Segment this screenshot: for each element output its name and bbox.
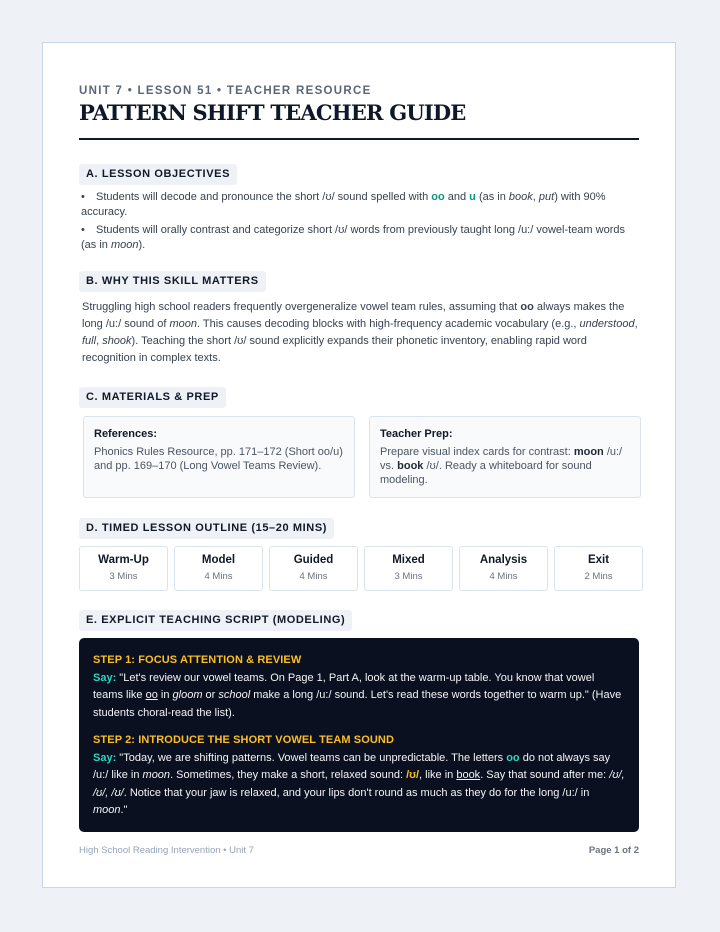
example-word: put bbox=[538, 191, 555, 203]
phase-time: 3 Mins bbox=[394, 571, 423, 582]
phase-time: 4 Mins bbox=[204, 571, 233, 582]
section-heading-objectives: A. LESSON OBJECTIVES bbox=[79, 164, 237, 185]
text: . Say that sound after me: bbox=[480, 769, 610, 781]
text: ) with 90% accuracy. bbox=[81, 191, 606, 218]
text: in bbox=[157, 689, 173, 701]
card-label: References: bbox=[94, 428, 157, 440]
text: ). bbox=[138, 238, 146, 251]
section-heading-script: E. EXPLICIT TEACHING SCRIPT (MODELING) bbox=[79, 610, 352, 631]
card-text: Phonics Rules Resource, pp. 171–172 (Short oo/u) and pp. 169–170 (Long Vowel Teams Review). bbox=[94, 446, 343, 472]
phase-name: Mixed bbox=[392, 554, 425, 566]
section-heading-outline: D. TIMED LESSON OUTLINE (15–20 MINS) bbox=[79, 518, 334, 539]
example-word: shook bbox=[102, 335, 132, 347]
pattern-oo: oo bbox=[145, 689, 158, 701]
why-paragraph bbox=[82, 299, 639, 367]
document-page bbox=[42, 42, 676, 888]
list-item bbox=[81, 190, 627, 219]
example-word: moon bbox=[93, 804, 121, 816]
text: . Sometimes, they make a short, relaxed sound: bbox=[170, 769, 407, 781]
teaching-script-panel bbox=[79, 638, 639, 832]
eyebrow-label: UNIT 7 • LESSON 51 • TEACHER RESOURCE bbox=[79, 85, 372, 97]
footer-page-number: Page 1 of 2 bbox=[588, 845, 639, 856]
text: . This causes decoding blocks with high-frequency academic vocabulary (e.g., bbox=[196, 318, 580, 330]
text: , like in bbox=[419, 769, 457, 781]
text: Prepare visual index cards for contrast: bbox=[380, 446, 574, 458]
phase-name: Warm-Up bbox=[98, 554, 149, 566]
phase-time: 4 Mins bbox=[299, 571, 328, 582]
example-word: book bbox=[397, 460, 424, 472]
text: "Today, we are shifting patterns. Vowel teams can be unpredictable. The letters bbox=[116, 751, 507, 764]
text: do not always say /u:/ like in bbox=[93, 751, 611, 781]
bullet-icon: • bbox=[81, 224, 85, 236]
timeline-phase bbox=[459, 546, 548, 591]
example-word: understood bbox=[579, 318, 635, 330]
say-label: Say: bbox=[93, 751, 117, 764]
say-label: Say: bbox=[93, 671, 117, 684]
pattern-u: u bbox=[469, 191, 476, 203]
timeline-phase bbox=[174, 546, 263, 591]
text: /ʊ/. Ready a whiteboard for sound modeling. bbox=[380, 460, 592, 486]
timeline-phase bbox=[554, 546, 643, 591]
text: , bbox=[634, 318, 638, 330]
target-sound: /ʊ/ bbox=[406, 769, 420, 781]
text: always makes the long /u:/ sound of bbox=[82, 301, 625, 330]
section-heading-materials: C. MATERIALS & PREP bbox=[79, 387, 226, 408]
pattern-oo: oo bbox=[431, 191, 445, 203]
text: or bbox=[202, 689, 219, 701]
objectives-list bbox=[81, 190, 627, 256]
step-body bbox=[93, 750, 625, 820]
text: and bbox=[444, 191, 470, 203]
step-title: STEP 1: FOCUS ATTENTION & REVIEW bbox=[93, 654, 302, 666]
timeline-phase bbox=[269, 546, 358, 591]
lesson-timeline bbox=[79, 546, 639, 591]
title-divider bbox=[79, 138, 639, 140]
pattern-oo: oo bbox=[506, 751, 520, 764]
text: make a long /u:/ sound. Let's read these words together to warm up." (Have students choral-read the list). bbox=[93, 689, 622, 719]
teacher-prep-card bbox=[369, 416, 641, 498]
card-text bbox=[380, 445, 630, 487]
sound-repetition: /ʊ/, /ʊ/, /ʊ/ bbox=[93, 769, 625, 799]
card-label: Teacher Prep: bbox=[380, 428, 453, 440]
text: Students will decode and pronounce the short /ʊ/ sound spelled with bbox=[96, 191, 432, 203]
phase-name: Analysis bbox=[479, 554, 528, 566]
example-word: full bbox=[82, 335, 97, 347]
footer-course: High School Reading Intervention • Unit 7 bbox=[79, 845, 254, 856]
example-word: moon bbox=[169, 318, 197, 330]
text: /u:/ vs. bbox=[380, 446, 623, 472]
phase-name: Model bbox=[201, 554, 236, 566]
timeline-phase bbox=[79, 546, 168, 591]
phase-time: 3 Mins bbox=[109, 571, 138, 582]
example-word: moon bbox=[142, 769, 171, 781]
text: . Notice that your jaw is relaxed, and your lips don't round as much as they do for the long /u:/ in bbox=[123, 786, 590, 799]
text: , bbox=[532, 191, 539, 203]
step-body bbox=[93, 670, 625, 723]
example-word: book bbox=[456, 769, 481, 781]
example-word: school bbox=[218, 689, 251, 701]
bullet-icon: • bbox=[81, 191, 85, 203]
phase-time: 4 Mins bbox=[489, 571, 518, 582]
text: Struggling high school readers frequently overgeneralize vowel team rules, assuming that bbox=[82, 301, 521, 313]
section-heading-why: B. WHY THIS SKILL MATTERS bbox=[79, 271, 266, 292]
step-title: STEP 2: INTRODUCE THE SHORT VOWEL TEAM SOUND bbox=[93, 734, 395, 746]
pattern-oo: oo bbox=[520, 301, 534, 313]
references-card bbox=[83, 416, 355, 498]
phase-time: 2 Mins bbox=[584, 571, 613, 582]
text: (as in bbox=[475, 191, 509, 203]
phase-name: Exit bbox=[587, 554, 610, 566]
example-word: moon bbox=[573, 446, 604, 458]
example-word: moon bbox=[110, 238, 139, 251]
timeline-phase bbox=[364, 546, 453, 591]
text: "Let's review our vowel teams. On Page 1, Part A, look at the warm-up table. You know that vowel teams like bbox=[93, 671, 595, 701]
phase-name: Guided bbox=[293, 554, 334, 566]
text: , bbox=[96, 335, 103, 347]
page-title: PATTERN SHIFT TEACHER GUIDE bbox=[79, 100, 466, 125]
example-word: gloom bbox=[172, 689, 203, 701]
text: ." bbox=[120, 804, 128, 816]
text: Students will orally contrast and categorize short /ʊ/ words from previously taught long /u:/ vowel-team words (as in bbox=[81, 224, 625, 251]
list-item bbox=[81, 223, 627, 252]
text: ). Teaching the short /ʊ/ sound explicitly expands their phonetic inventory, enabling rapid word recognition in complex texts. bbox=[82, 335, 587, 364]
example-word: book bbox=[508, 191, 533, 203]
